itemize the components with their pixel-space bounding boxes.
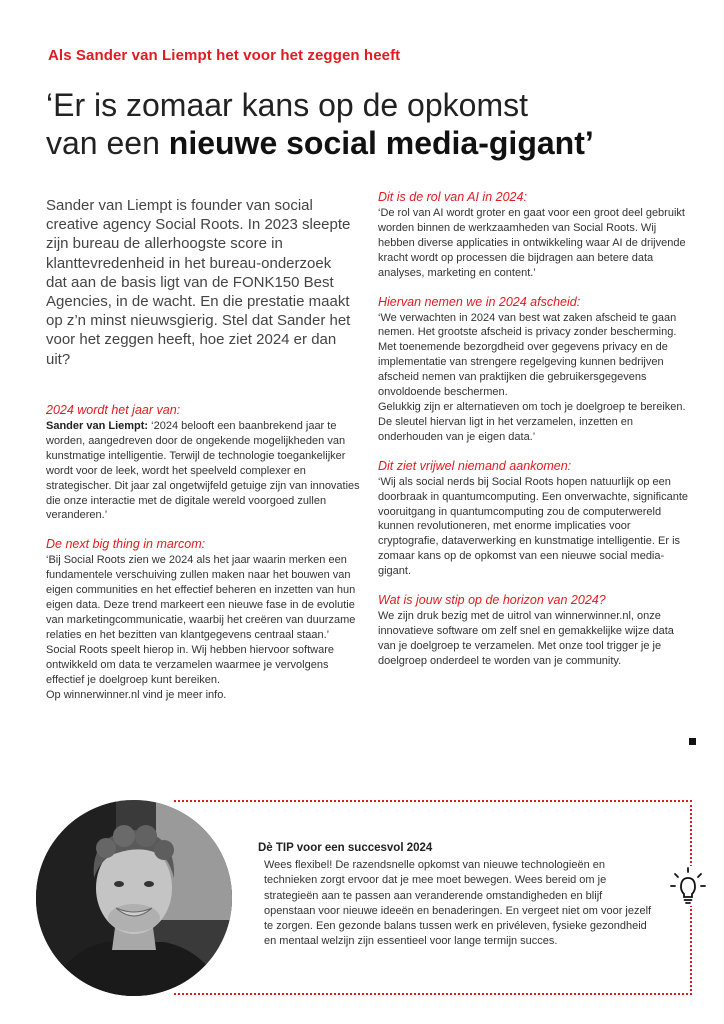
section-paragraph: We zijn druk bezig met de uitrol van winnerwinner.nl, onze innovatieve software om zelf snel en gemakkelijke wijze data van je doelgroep te verzamelen. Met onze tool trigger je je doelgroep onderdeel te worden van je community. [378,610,674,667]
headline-line-1: ‘Er is zomaar kans op de opkomst [46,87,528,123]
section-heading: Wat is jouw stip op de horizon van 2024? [378,593,606,608]
section-2024-year [46,403,362,523]
avatar [36,800,232,996]
section-body [378,311,694,445]
tip-title: Dè TIP voor een succesvol 2024 [258,842,433,854]
article-kicker: Als Sander van Liempt het voor het zeggen heeft [48,47,401,64]
section-paragraph: Op winnerwinner.nl vind je meer info. [46,688,227,701]
section-paragraph [46,419,362,523]
section-paragraph: ‘Bij Social Roots zien we 2024 als het jaar waarin merken een fundamentele verschuiving zullen maken naar het bouwen van eigen communities en het effectief beheren en inzetten van hun eigen data. Deze trend markeert een nieuwe fase in de evolutie van marketingcommunicatie, waarbij het creëren van duurzame relaties en het bezitten van klantgegevens centraal staan.’ [46,554,356,641]
section-unexpected [378,459,694,579]
section-heading: De next big thing in marcom: [46,537,206,552]
section-heading: 2024 wordt het jaar van: [46,403,181,417]
section-paragraph: ‘De rol van AI wordt groter en gaat voor een groot deel gebruikt worden binnen de werkzaamheden van Social Roots. Wij hebben diverse applicaties in ontwikkeling waar AI de drijvende kracht wordt op processen die bijdragen aan betere data analyses, marketing en content.’ [378,207,686,279]
section-next-big-thing [46,537,362,702]
end-of-article-mark [689,738,696,745]
section-paragraph: Social Roots speelt hierop in. Wij hebben hiervoor software ontwikkeld om data te verzamelen waarmee je vervolgens effectief je doelgroep kunt bereiken. [46,643,334,686]
section-horizon [378,593,694,669]
section-heading: Dit is de rol van AI in 2024: [378,190,527,204]
section-role-of-ai [378,190,694,281]
lightbulb-icon [668,866,708,906]
section-heading: Dit ziet vrijwel niemand aankomen: [378,458,572,473]
section-paragraph: Gelukkig zijn er alternatieven om toch je doelgroep te bereiken. De sleutel hiervan ligt in het verzamelen, inzetten en onderhouden van je eigen data.’ [378,400,686,443]
section-body [46,553,362,702]
section-body [378,206,694,281]
portrait-photo [36,800,232,996]
right-column [378,190,694,683]
section-paragraph-text: ‘2024 belooft een baanbrekend jaar te worden, aangedreven door de ongekende mogelijkheden van kunstmatige intelligentie. Terwijl de technologie toegankelijker wordt voor de leek, wordt het speelveld complexer en strategischer. Dit jaar zal ongetwijfeld getuige zijn van innovaties die onze interactie met de digitale wereld voorgoed zullen veranderen.’ [46,420,360,522]
tip-text: Wees flexibel! De razendsnelle opkomst van nieuwe technologieën en technieken zorgt ervoor dat je mee moet bewegen. Wees bereid om je strategieën aan te passen aan veranderende omstandigheden en blijf openstaan voor nieuwe ideeën en benaderingen. En vergeet niet om voor jezelf te zorgen. Een gezonde balans tussen werk en privéleven, fysieke gezondheid en mentaal welzijn zijn essentieel voor lange termijn succes. [264,859,652,948]
headline-line-2-strong: nieuwe social media-gigant’ [168,125,594,161]
section-body [46,419,362,523]
article-intro: Sander van Liempt is founder van social creative agency Social Roots. In 2023 sleepte zijn bureau de allerhoogste score in klanttevredenheid in het bureau-onderzoek dat aan de basis ligt van de FONK150 Best Agencies, in de wacht. En die prestatie maakt op z’n minst nieuwsgierig. Stel dat Sander het voor het zeggen heeft, hoe ziet 2024 er dan uit? [46,197,351,368]
speaker-name: Sander van Liempt: [46,420,149,432]
article-headline [46,86,686,162]
section-paragraph: ‘Wij als social nerds bij Social Roots hopen natuurlijk op een doorbraak in quantumcomputing. Een onverwachte, significante vooruitgang in quantumcomputing zou de computerwereld kunnen revolutioneren, met enorme implicaties voor cryptografie, dataverwerking en kunstmatige intelligentie. Er is zomaar kans op de opkomst van een nieuwe social media-gigant. [378,475,689,578]
section-body [378,609,694,669]
headline-line-2-prefix: van een [46,125,169,161]
left-column [46,403,362,716]
section-heading: Hiervan nemen we in 2024 afscheid: [378,294,581,309]
section-body [378,475,694,579]
section-farewell [378,295,694,445]
section-paragraph: ‘We verwachten in 2024 van best wat zaken afscheid te gaan nemen. Het grootste afscheid is privacy zonder bescherming. Met toenemende bezorgdheid over gegevens privacy en de implementatie van strengere regelgeving kunnen bedrijven afscheid nemen van praktijken die gebruikersgegevens onvoldoende beschermen. [378,311,677,399]
